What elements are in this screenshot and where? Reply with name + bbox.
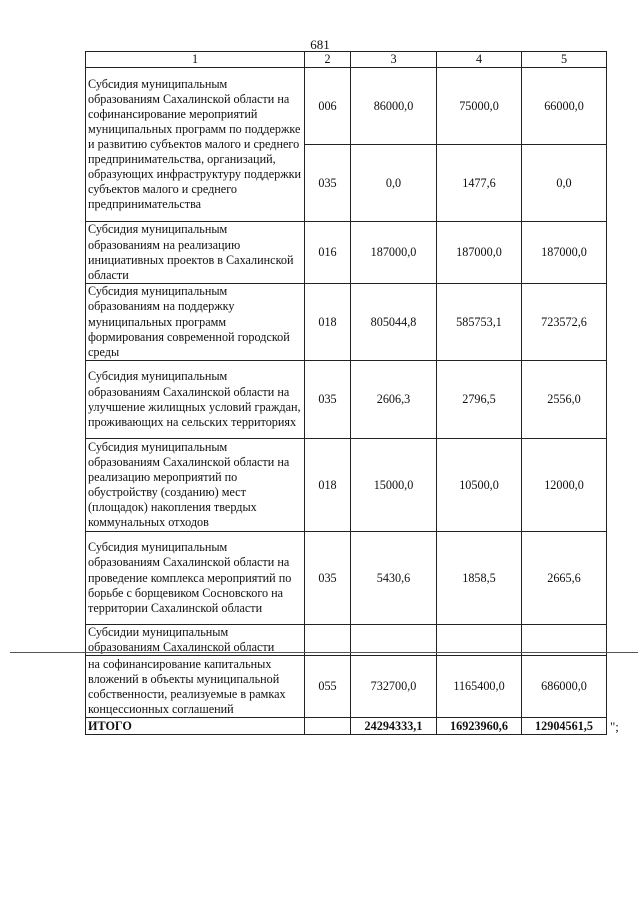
row-value-5: 723572,6 <box>522 284 607 361</box>
row-code: 018 <box>305 284 351 361</box>
closing-quote-mark: "; <box>610 719 619 734</box>
row-value-5: 66000,0 <box>522 68 607 145</box>
row-value-3: 86000,0 <box>351 68 437 145</box>
table-row <box>86 284 607 361</box>
row-value-3: 187000,0 <box>351 222 437 284</box>
row-code: 016 <box>305 222 351 284</box>
row-value-5: 2556,0 <box>522 361 607 439</box>
row-code: 035 <box>305 145 351 222</box>
row-name: Субсидия муниципальным образованиям на поддержку муниципальных программ формирования современной городской среды <box>86 284 305 361</box>
total-value-5: 12904561,5 <box>522 718 607 735</box>
total-value-4: 16923960,6 <box>437 718 522 735</box>
row-value-4: 10500,0 <box>437 439 522 532</box>
row-value-3: 0,0 <box>351 145 437 222</box>
header-col-4: 4 <box>437 52 522 68</box>
row-value-3: 805044,8 <box>351 284 437 361</box>
row-name: Субсидия муниципальным образованиям на реализацию инициативных проектов в Сахалинской области <box>86 222 305 284</box>
header-col-3: 3 <box>351 52 437 68</box>
row-value-3: 5430,6 <box>351 532 437 625</box>
row-name-continued-top: Субсидии муниципальным образованиям Сахалинской области <box>86 625 305 656</box>
row-value-4: 2796,5 <box>437 361 522 439</box>
row-code: 055 <box>305 656 351 718</box>
table-row <box>86 656 607 718</box>
table-row <box>86 439 607 532</box>
row-value-5: 0,0 <box>522 145 607 222</box>
total-value-3: 24294333,1 <box>351 718 437 735</box>
row-code: 006 <box>305 68 351 145</box>
page-break-line <box>10 652 638 653</box>
row-value-4: 187000,0 <box>437 222 522 284</box>
row-name: Субсидия муниципальным образованиям Сахалинской области на софинансирование мероприятий муниципальных программ по поддержке и развитию субъектов малого и среднего предпринимательства, организаций, образующих инфраструктуру поддержки субъектов малого и среднего предпринимательства <box>86 68 305 222</box>
row-code: 018 <box>305 439 351 532</box>
row-value-5: 12000,0 <box>522 439 607 532</box>
row-name: Субсидия муниципальным образованиям Сахалинской области на реализацию мероприятий по обустройству (созданию) мест (площадок) накопления твердых коммунальных отходов <box>86 439 305 532</box>
row-value-4: 1477,6 <box>437 145 522 222</box>
table-row <box>86 68 607 145</box>
table-row <box>86 361 607 439</box>
page-number: 681 <box>310 37 330 52</box>
header-col-5: 5 <box>522 52 607 68</box>
row-name: Субсидия муниципальным образованиям Сахалинской области на улучшение жилищных условий граждан, проживающих на сельских территориях <box>86 361 305 439</box>
row-value-4: 1858,5 <box>437 532 522 625</box>
table-row <box>86 222 607 284</box>
total-label: ИТОГО <box>86 718 305 735</box>
total-row <box>86 718 607 735</box>
row-code: 035 <box>305 532 351 625</box>
row-value-3: 732700,0 <box>351 656 437 718</box>
row-value-5: 2665,6 <box>522 532 607 625</box>
row-name: на софинансирование капитальных вложений в объекты муниципальной собственности, реализуемые в рамках концессионных соглашений <box>86 656 305 718</box>
row-value-5: 686000,0 <box>522 656 607 718</box>
row-value-4: 585753,1 <box>437 284 522 361</box>
row-name: Субсидия муниципальным образованиям Сахалинской области на проведение комплекса мероприятий по борьбе с борщевиком Сосновского на территории Сахалинской области <box>86 532 305 625</box>
row-value-3: 15000,0 <box>351 439 437 532</box>
header-col-2: 2 <box>305 52 351 68</box>
row-code: 035 <box>305 361 351 439</box>
budget-table <box>85 51 607 735</box>
row-value-4: 1165400,0 <box>437 656 522 718</box>
table-row <box>86 532 607 625</box>
header-col-1: 1 <box>86 52 305 68</box>
row-value-5: 187000,0 <box>522 222 607 284</box>
row-value-4: 75000,0 <box>437 68 522 145</box>
row-value-3: 2606,3 <box>351 361 437 439</box>
header-row <box>86 52 607 68</box>
